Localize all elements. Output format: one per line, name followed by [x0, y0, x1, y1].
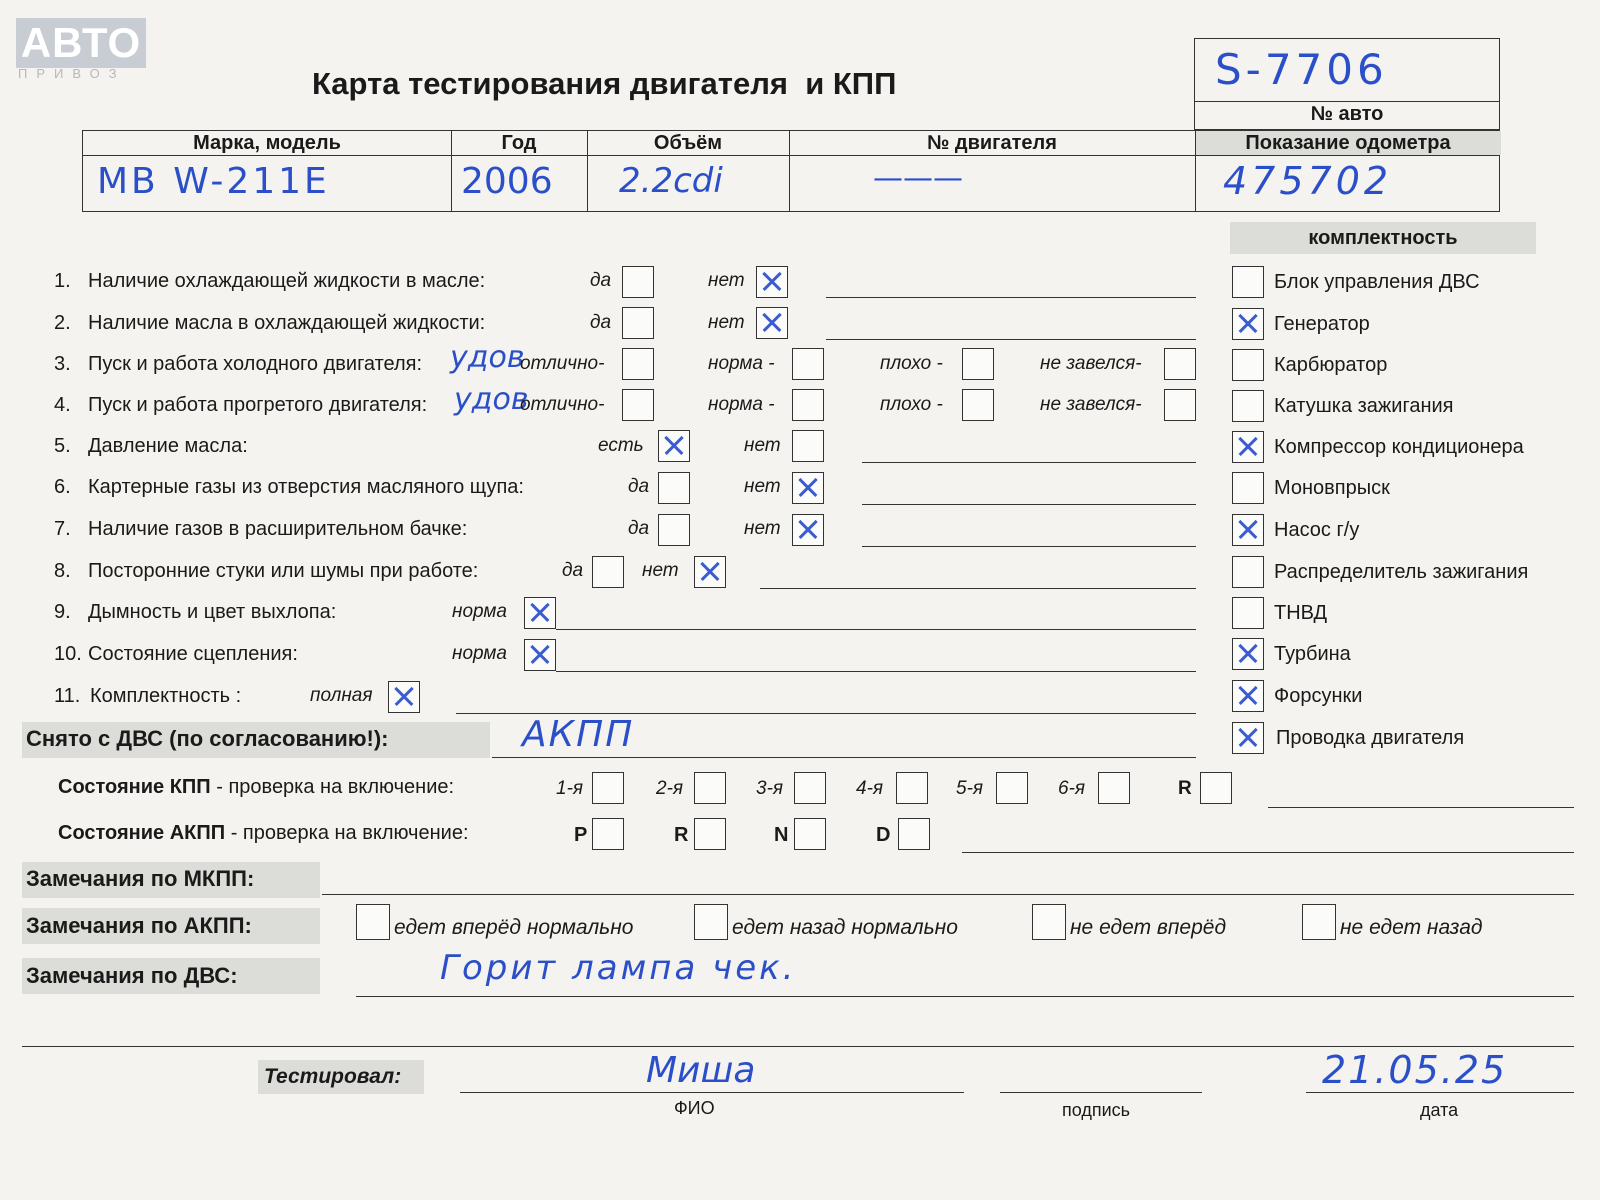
- value-engine-number: ———: [873, 161, 963, 196]
- comp-9-label: ТНВД: [1274, 602, 1328, 624]
- akpp-back-ok-checkbox[interactable]: [694, 904, 728, 940]
- comp-1-checkbox[interactable]: [1232, 266, 1264, 298]
- gear-1-checkbox[interactable]: [592, 772, 624, 804]
- row-11-full-checkbox[interactable]: [388, 681, 420, 713]
- row-4-bad-checkbox[interactable]: [962, 389, 994, 421]
- row-4-excellent-checkbox[interactable]: [622, 389, 654, 421]
- mode-d-label: D: [876, 824, 891, 846]
- tested-label: Тестировал:: [264, 1065, 402, 1088]
- akpp-forward-ok-checkbox[interactable]: [356, 904, 390, 940]
- row-7-label: Наличие газов в расширительном бачке:: [88, 518, 468, 540]
- remarks-mkpp-label: Замечания по МКПП:: [26, 866, 255, 891]
- header-table: [82, 130, 1500, 212]
- page-title: Карта тестирования двигателя и КПП: [312, 66, 897, 101]
- mode-r-label: R: [674, 824, 689, 846]
- kpp-label: Состояние КПП - проверка на включение:: [58, 776, 455, 798]
- comp-3-checkbox[interactable]: [1232, 349, 1264, 381]
- row-4-label: Пуск и работа прогретого двигателя:: [88, 394, 428, 416]
- comp-5-checkbox[interactable]: [1232, 431, 1264, 463]
- row-8-no-checkbox[interactable]: [694, 556, 726, 588]
- mode-p-checkbox[interactable]: [592, 818, 624, 850]
- gear-5-checkbox[interactable]: [996, 772, 1028, 804]
- row-3-number: 3.: [54, 353, 71, 375]
- row-11-option-full: полная: [310, 685, 373, 706]
- gear-r-label: R: [1178, 778, 1192, 799]
- row-9-line: [556, 629, 1196, 630]
- comp-11-checkbox[interactable]: [1232, 680, 1264, 712]
- mode-d-checkbox[interactable]: [898, 818, 930, 850]
- comp-2-label: Генератор: [1274, 313, 1370, 335]
- row-3-option-normal: норма -: [708, 353, 775, 374]
- row-3-label: Пуск и работа холодного двигателя:: [88, 353, 423, 375]
- comp-9-checkbox[interactable]: [1232, 597, 1264, 629]
- row-4-option-normal: норма -: [708, 394, 775, 415]
- car-number-value: S-7706: [1215, 45, 1388, 94]
- row-8-label: Посторонние стуки или шумы при работе:: [88, 560, 479, 582]
- value-odometer: 475702: [1223, 159, 1393, 203]
- mode-p-label: P: [574, 824, 588, 846]
- gear-6-checkbox[interactable]: [1098, 772, 1130, 804]
- row-4-normal-checkbox[interactable]: [792, 389, 824, 421]
- comp-2-checkbox[interactable]: [1232, 308, 1264, 340]
- row-3-option-no-start: не завелся-: [1040, 353, 1142, 374]
- gear-2-label: 2-я: [656, 778, 684, 799]
- mode-n-label: N: [774, 824, 789, 846]
- value-make-model: MB W-211E: [97, 161, 330, 202]
- row-11-label: Комплектность :: [90, 685, 242, 707]
- gear-1-label: 1-я: [556, 778, 584, 799]
- value-volume: 2.2cdi: [619, 161, 723, 201]
- fio-label: ФИО: [674, 1098, 715, 1118]
- comp-8-checkbox[interactable]: [1232, 556, 1264, 588]
- row-1-no-checkbox[interactable]: [756, 266, 788, 298]
- comp-4-label: Катушка зажигания: [1274, 395, 1454, 417]
- comp-11-label: Форсунки: [1274, 685, 1363, 707]
- row-1-number: 1.: [54, 270, 71, 292]
- row-10-number: 10.: [54, 643, 82, 665]
- comp-4-checkbox[interactable]: [1232, 390, 1264, 422]
- removed-label: Снято с ДВС (по согласованию!):: [26, 726, 389, 751]
- remarks-mkpp-line: [322, 894, 1574, 895]
- row-8-number: 8.: [54, 560, 71, 582]
- row-1-line: [826, 297, 1196, 298]
- row-6-label: Картерные газы из отверстия масляного щупа:: [88, 476, 524, 498]
- remarks-dvs-value: Горит лампа чек.: [440, 948, 797, 988]
- row-2-number: 2.: [54, 312, 71, 334]
- row-10-normal-checkbox[interactable]: [524, 639, 556, 671]
- remarks-dvs-label: Замечания по ДВС:: [26, 963, 238, 988]
- comp-7-label: Насос г/у: [1274, 519, 1360, 541]
- comp-5-label: Компрессор кондиционера: [1274, 436, 1524, 458]
- akpp-label: Состояние АКПП - проверка на включение:: [58, 822, 469, 844]
- gear-3-checkbox[interactable]: [794, 772, 826, 804]
- row-8-option-yes: да: [562, 560, 584, 581]
- row-5-number: 5.: [54, 435, 71, 457]
- remarks-dvs-line: [356, 996, 1574, 997]
- akpp-back-ok-label: едет назад нормально: [732, 916, 958, 939]
- row-7-no-checkbox[interactable]: [792, 514, 824, 546]
- comp-7-checkbox[interactable]: [1232, 514, 1264, 546]
- row-3-normal-checkbox[interactable]: [792, 348, 824, 380]
- row-1-label: Наличие охлаждающей жидкости в масле:: [88, 270, 486, 292]
- car-number-label: № авто: [1310, 103, 1384, 125]
- akpp-no-back-label: не едет назад: [1340, 916, 1483, 939]
- gear-4-label: 4-я: [856, 778, 884, 799]
- row-2-option-no: нет: [708, 312, 745, 333]
- mode-r-checkbox[interactable]: [694, 818, 726, 850]
- date-line: [1306, 1092, 1574, 1093]
- row-4-option-bad: плохо -: [880, 394, 943, 415]
- row-6-option-no: нет: [744, 476, 781, 497]
- remarks-extra-line: [22, 1046, 1574, 1047]
- row-7-yes-checkbox[interactable]: [658, 514, 690, 546]
- row-10-option-normal: норма: [452, 643, 507, 664]
- row-6-no-checkbox[interactable]: [792, 472, 824, 504]
- row-4-number: 4.: [54, 394, 71, 416]
- row-2-no-checkbox[interactable]: [756, 307, 788, 339]
- row-1-yes-checkbox[interactable]: [622, 266, 654, 298]
- row-11-number: 11.: [54, 685, 81, 707]
- car-number-box: [1194, 38, 1500, 130]
- col-odometer: Показание одометра: [1245, 132, 1451, 154]
- row-6-yes-checkbox[interactable]: [658, 472, 690, 504]
- row-2-option-yes: да: [590, 312, 612, 333]
- row-7-option-yes: да: [628, 518, 650, 539]
- gear-r-checkbox[interactable]: [1200, 772, 1232, 804]
- removed-line: [492, 757, 1196, 758]
- comp-6-checkbox[interactable]: [1232, 472, 1264, 504]
- tester-name: Миша: [646, 1050, 756, 1091]
- comp-12-checkbox[interactable]: [1232, 722, 1264, 754]
- row-3-option-excellent: отлично-: [520, 353, 605, 374]
- row-2-yes-checkbox[interactable]: [622, 307, 654, 339]
- kpp-line: [1268, 807, 1574, 808]
- comp-10-checkbox[interactable]: [1232, 638, 1264, 670]
- row-6-number: 6.: [54, 476, 71, 498]
- row-4-option-no-start: не завелся-: [1040, 394, 1142, 415]
- row-3-bad-checkbox[interactable]: [962, 348, 994, 380]
- date-label: дата: [1420, 1100, 1459, 1120]
- row-1-option-yes: да: [590, 270, 612, 291]
- row-3-excellent-checkbox[interactable]: [622, 348, 654, 380]
- fio-line: [460, 1092, 964, 1093]
- signature-line: [1000, 1092, 1202, 1093]
- row-5-option-no: нет: [744, 435, 781, 456]
- row-9-label: Дымность и цвет выхлопа:: [88, 601, 337, 623]
- akpp-line: [962, 852, 1574, 853]
- comp-3-label: Карбюратор: [1274, 354, 1388, 376]
- gear-2-checkbox[interactable]: [694, 772, 726, 804]
- comp-8-label: Распределитель зажигания: [1274, 561, 1529, 583]
- gear-6-label: 6-я: [1058, 778, 1086, 799]
- row-10-label: Состояние сцепления:: [88, 643, 298, 665]
- test-date: 21.05.25: [1322, 1048, 1508, 1092]
- gear-3-label: 3-я: [756, 778, 784, 799]
- akpp-no-back-checkbox[interactable]: [1302, 904, 1336, 940]
- row-9-normal-checkbox[interactable]: [524, 597, 556, 629]
- row-5-option-yes: есть: [598, 435, 644, 456]
- row-5-line: [862, 462, 1196, 463]
- value-year: 2006: [461, 161, 553, 202]
- col-engine-number: № двигателя: [927, 132, 1057, 154]
- comp-12-label: Проводка двигателя: [1276, 727, 1465, 749]
- col-make-model: Марка, модель: [193, 132, 341, 154]
- row-7-number: 7.: [54, 518, 71, 540]
- row-3-no-start-checkbox[interactable]: [1164, 348, 1196, 380]
- row-8-option-no: нет: [642, 560, 679, 581]
- row-8-line: [760, 588, 1196, 589]
- gear-5-label: 5-я: [956, 778, 984, 799]
- signature-label: подпись: [1062, 1100, 1131, 1120]
- row-7-option-no: нет: [744, 518, 781, 539]
- row-3-option-bad: плохо -: [880, 353, 943, 374]
- logo: АВТО: [16, 18, 146, 68]
- comp-6-label: Моновпрыск: [1274, 477, 1390, 499]
- row-6-option-yes: да: [628, 476, 650, 497]
- row-4-no-start-checkbox[interactable]: [1164, 389, 1196, 421]
- row-2-label: Наличие масла в охлаждающей жидкости:: [88, 312, 486, 334]
- col-year: Год: [501, 132, 537, 154]
- removed-value: АКПП: [522, 714, 635, 755]
- row-9-option-normal: норма: [452, 601, 507, 622]
- mode-n-checkbox[interactable]: [794, 818, 826, 850]
- remarks-akpp-label: Замечания по АКПП:: [26, 913, 252, 938]
- akpp-forward-ok-label: едет вперёд нормально: [394, 916, 634, 939]
- row-5-yes-checkbox[interactable]: [658, 430, 690, 462]
- row-5-no-checkbox[interactable]: [792, 430, 824, 462]
- row-2-line: [826, 339, 1196, 340]
- row-9-number: 9.: [54, 601, 71, 623]
- row-7-line: [862, 546, 1196, 547]
- akpp-no-forward-label: не едет вперёд: [1070, 916, 1227, 939]
- row-6-line: [862, 504, 1196, 505]
- row-4-option-excellent: отлично-: [520, 394, 605, 415]
- row-8-yes-checkbox[interactable]: [592, 556, 624, 588]
- completeness-title: комплектность: [1230, 222, 1536, 254]
- akpp-no-forward-checkbox[interactable]: [1032, 904, 1066, 940]
- row-5-label: Давление масла:: [88, 435, 248, 457]
- row-10-line: [556, 671, 1196, 672]
- gear-4-checkbox[interactable]: [896, 772, 928, 804]
- row-3-note: удов: [450, 340, 525, 375]
- col-volume: Объём: [653, 132, 723, 154]
- comp-10-label: Турбина: [1274, 643, 1351, 665]
- row-4-note: удов: [454, 382, 529, 417]
- logo-subtitle: ПРИВОЗ: [18, 66, 126, 81]
- row-1-option-no: нет: [708, 270, 745, 291]
- comp-1-label: Блок управления ДВС: [1274, 271, 1480, 293]
